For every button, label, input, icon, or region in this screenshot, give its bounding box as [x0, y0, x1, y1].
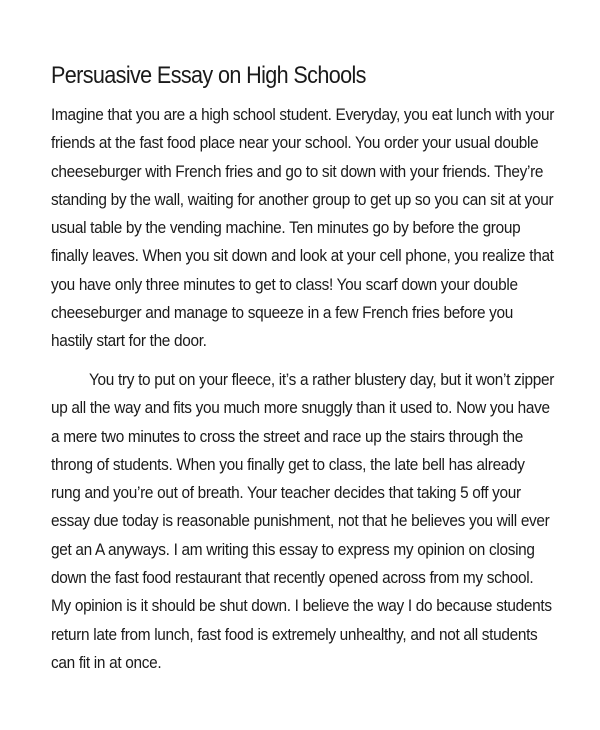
- text-line: return late from lunch, fast food is extremely unhealthy, and not all students: [51, 624, 538, 644]
- text-line: cheeseburger and manage to squeeze in a few French fries before you: [51, 303, 514, 323]
- text-line: up all the way and fits you much more snuggly than it used to. Now you have: [51, 398, 550, 418]
- text-line: a mere two minutes to cross the street and race up the stairs through the: [51, 426, 524, 446]
- paragraph-body: [51, 366, 600, 677]
- text-line: standing by the wall, waiting for another group to get up so you can sit at your: [51, 189, 554, 209]
- document-title: Persuasive Essay on High Schools: [51, 62, 366, 89]
- text-line: get an A anyways. I am writing this essay to express my opinion on closing: [51, 539, 535, 559]
- text-line: cheeseburger with French fries and go to sit down with your friends. They’re: [51, 161, 544, 181]
- text-line: My opinion is it should be shut down. I believe the way I do because students: [51, 596, 552, 616]
- text-line: finally leaves. When you sit down and look at your cell phone, you realize that: [51, 246, 554, 266]
- text-line: usual table by the vending machine. Ten minutes go by before the group: [51, 218, 521, 238]
- text-line: throng of students. When you finally get to class, the late bell has already: [51, 454, 525, 474]
- text-line: friends at the fast food place near your school. You order your usual double: [51, 133, 539, 153]
- text-line: down the fast food restaurant that recently opened across from my school.: [51, 568, 534, 588]
- text-line: rung and you’re out of breath. Your teacher decides that taking 5 off your: [51, 483, 521, 503]
- text-line: Imagine that you are a high school student. Everyday, you eat lunch with your: [51, 105, 555, 124]
- text-line: you have only three minutes to get to class! You scarf down your double: [51, 274, 518, 294]
- text-line-indented: You try to put on your fleece, it’s a rather blustery day, but it won’t zipper: [89, 370, 555, 389]
- text-line: can fit in at once.: [51, 652, 162, 672]
- text-line: essay due today is reasonable punishment, not that he believes you will ever: [51, 511, 550, 531]
- text-line: hastily start for the door.: [51, 331, 207, 351]
- paragraph-intro: [51, 101, 600, 356]
